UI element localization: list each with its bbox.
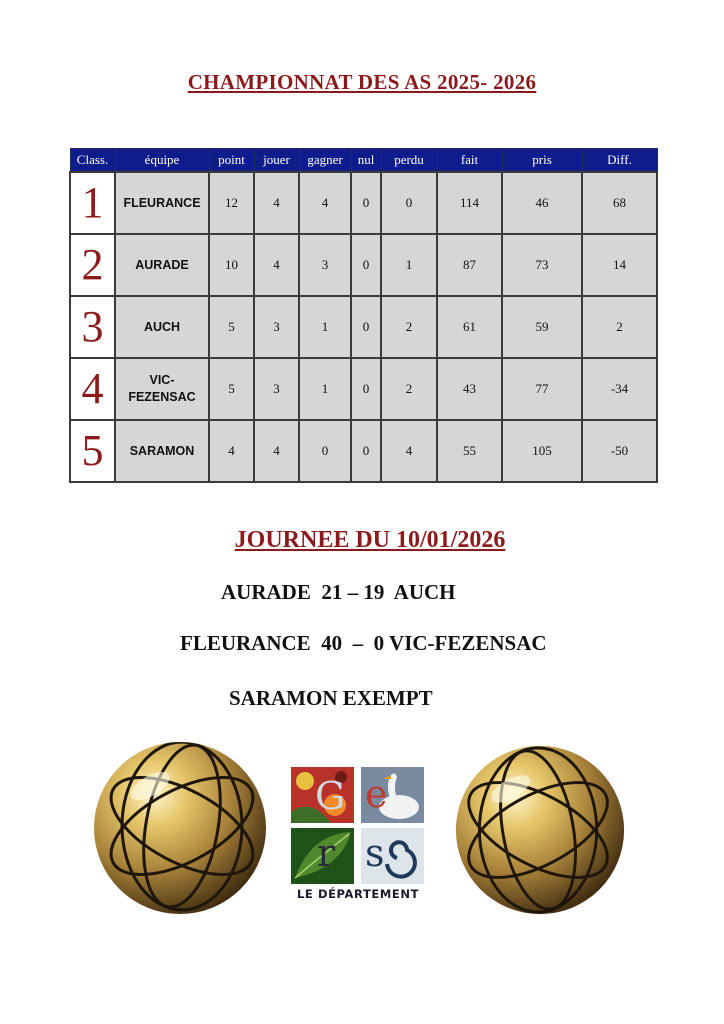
logo-caption: LE DÉPARTEMENT [296, 887, 420, 901]
fait-cell: 114 [437, 172, 502, 234]
diff-cell: 14 [582, 234, 657, 296]
diff-cell: 68 [582, 172, 657, 234]
gagner-cell: 1 [299, 358, 351, 420]
logo-letter-r: r [317, 831, 336, 875]
point-cell: 5 [209, 296, 254, 358]
header-fait: fait [437, 149, 502, 173]
team-cell: SARAMON [115, 420, 209, 482]
rank-cell: 2 [70, 234, 115, 296]
nul-cell: 0 [351, 420, 381, 482]
petanque-ball-icon [452, 742, 628, 918]
pris-cell: 105 [502, 420, 582, 482]
header-point: point [209, 149, 254, 173]
pris-cell: 59 [502, 296, 582, 358]
perdu-cell: 1 [381, 234, 437, 296]
petanque-ball-icon [90, 738, 270, 918]
diff-cell: -34 [582, 358, 657, 420]
fait-cell: 55 [437, 420, 502, 482]
header-equipe: équipe [115, 149, 209, 173]
gagner-cell: 4 [299, 172, 351, 234]
header-gagner: gagner [299, 149, 351, 173]
logo-tile-leaf [291, 828, 354, 884]
header-nul: nul [351, 149, 381, 173]
header-jouer: jouer [254, 149, 299, 173]
team-name-line-1: VIC- [149, 373, 175, 387]
fait-cell: 43 [437, 358, 502, 420]
table-row [70, 358, 657, 420]
table-row [70, 420, 657, 482]
table-row [70, 234, 657, 296]
gagner-cell: 0 [299, 420, 351, 482]
fait-cell: 61 [437, 296, 502, 358]
rank-cell: 5 [70, 420, 115, 482]
logo-tile-flowers [291, 767, 354, 823]
logo-letter-e: e [365, 772, 388, 816]
jouer-cell: 3 [254, 296, 299, 358]
perdu-cell: 0 [381, 172, 437, 234]
jouer-cell: 3 [254, 358, 299, 420]
team-cell: AURADE [115, 234, 209, 296]
team-cell [115, 358, 209, 420]
header-diff: Diff. [582, 149, 657, 173]
page-title: CHAMPIONNAT DES AS 2025- 2026 [187, 70, 537, 94]
team-name-line-2: FEZENSAC [128, 390, 196, 404]
nul-cell: 0 [351, 358, 381, 420]
nul-cell: 0 [351, 296, 381, 358]
diff-cell: -50 [582, 420, 657, 482]
nul-cell: 0 [351, 172, 381, 234]
jouer-cell: 4 [254, 420, 299, 482]
perdu-cell: 2 [381, 296, 437, 358]
pris-cell: 46 [502, 172, 582, 234]
journee-heading: JOURNEE DU 10/01/2026 [234, 527, 506, 553]
team-cell: AUCH [115, 296, 209, 358]
gagner-cell: 1 [299, 296, 351, 358]
logo-tile-goose [361, 767, 424, 823]
header-class: Class. [70, 149, 115, 173]
rank-cell: 3 [70, 296, 115, 358]
gers-department-logo [291, 767, 425, 907]
jouer-cell: 4 [254, 172, 299, 234]
match-result-1: AURADE 21 – 19 AUCH [221, 580, 456, 604]
logo-letter-g: G [315, 774, 346, 818]
table-row [70, 172, 657, 234]
table-header-row [70, 149, 657, 173]
point-cell: 10 [209, 234, 254, 296]
standings-table [69, 148, 658, 483]
match-result-2: FLEURANCE 40 – 0 VIC-FEZENSAC [180, 631, 547, 655]
nul-cell: 0 [351, 234, 381, 296]
jouer-cell: 4 [254, 234, 299, 296]
table-row [70, 296, 657, 358]
pris-cell: 77 [502, 358, 582, 420]
match-result-3: SARAMON EXEMPT [229, 686, 433, 710]
perdu-cell: 2 [381, 358, 437, 420]
rank-cell: 1 [70, 172, 115, 234]
header-perdu: perdu [381, 149, 437, 173]
point-cell: 5 [209, 358, 254, 420]
point-cell: 4 [209, 420, 254, 482]
point-cell: 12 [209, 172, 254, 234]
gagner-cell: 3 [299, 234, 351, 296]
diff-cell: 2 [582, 296, 657, 358]
logo-letter-s: s [365, 831, 385, 875]
perdu-cell: 4 [381, 420, 437, 482]
fait-cell: 87 [437, 234, 502, 296]
team-cell: FLEURANCE [115, 172, 209, 234]
pris-cell: 73 [502, 234, 582, 296]
rank-cell: 4 [70, 358, 115, 420]
header-pris: pris [502, 149, 582, 173]
logo-tile-spiral [361, 828, 424, 884]
